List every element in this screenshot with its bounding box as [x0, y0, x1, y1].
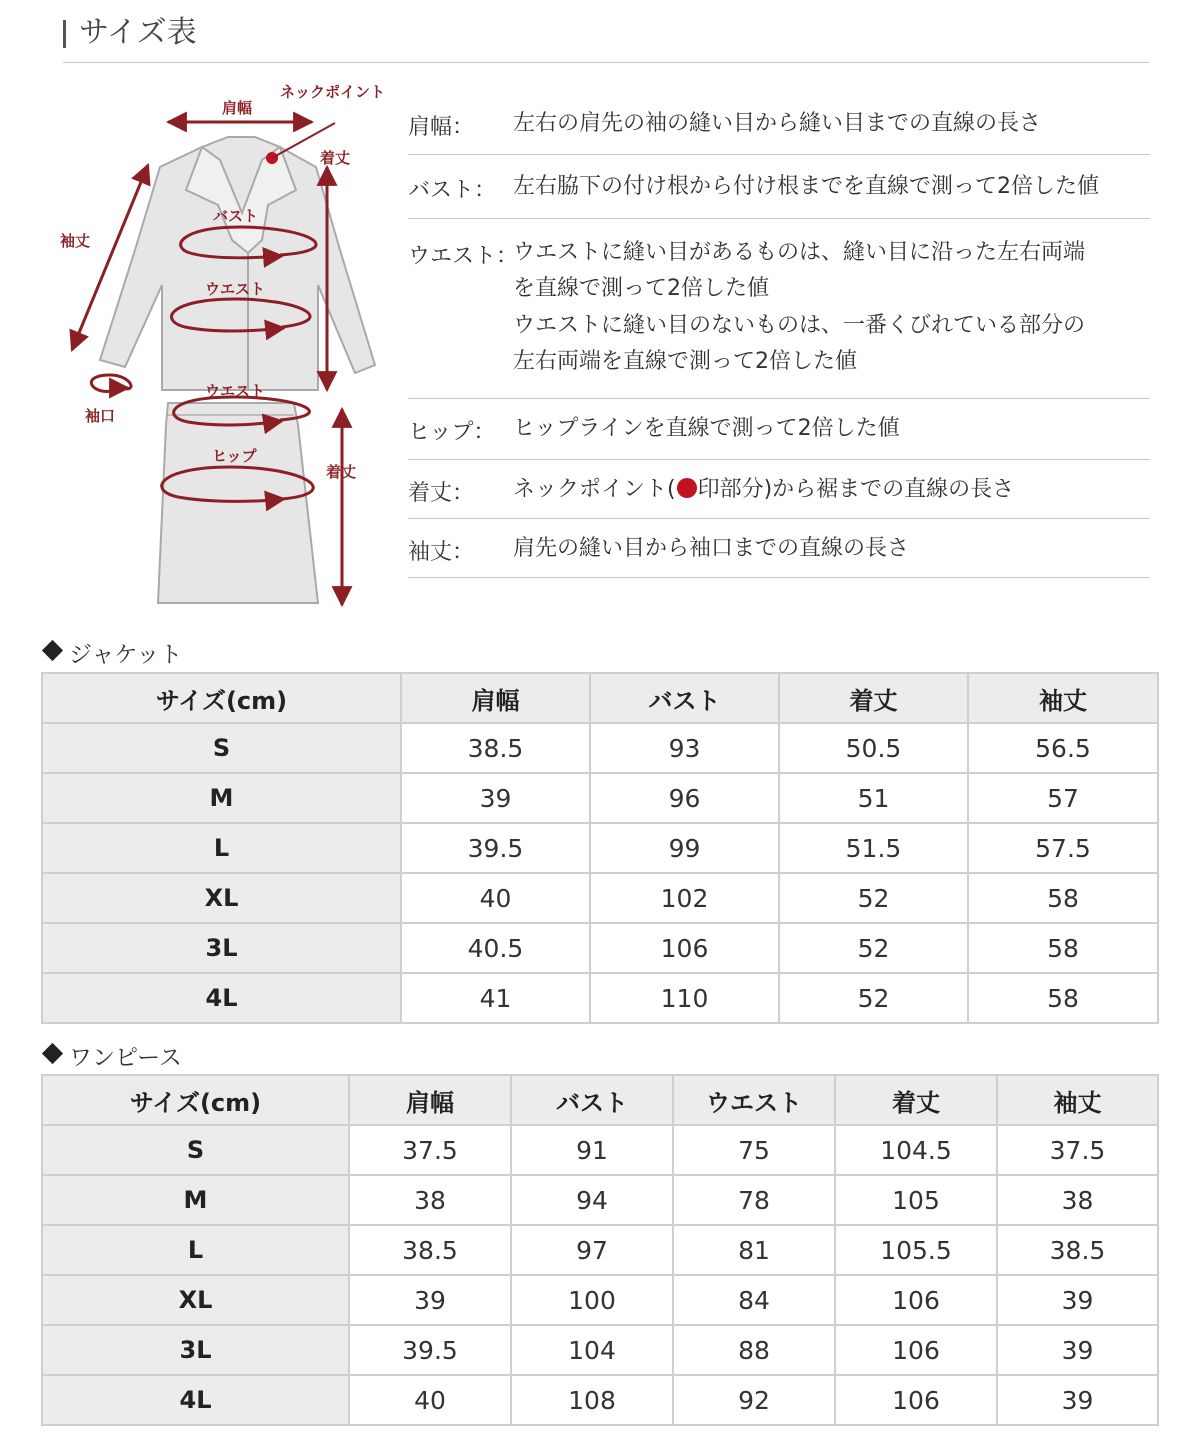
measurement-definitions: [408, 96, 1150, 578]
table-row: [42, 773, 1158, 823]
measurement-cell: 58: [968, 973, 1158, 1023]
measurement-cell: 96: [590, 773, 779, 823]
hip-label: ヒップ: [212, 447, 257, 465]
table-row: [42, 1375, 1158, 1425]
jacket-size-table: [41, 672, 1159, 1024]
column-header: バスト: [590, 673, 779, 723]
measurement-cell: 93: [590, 723, 779, 773]
size-label-cell: 3L: [42, 1325, 349, 1375]
table-header-row: [42, 1075, 1158, 1125]
table-row: [42, 923, 1158, 973]
definition-text: 肩先の縫い目から袖口までの直線の長さ: [513, 536, 910, 561]
size-label-cell: M: [42, 1175, 349, 1225]
measurement-cell: 97: [511, 1225, 673, 1275]
measurement-cell: 39: [997, 1275, 1158, 1325]
shoulder-label: 肩幅: [222, 99, 253, 117]
measurement-cell: 106: [835, 1275, 997, 1325]
measurement-cell: 52: [779, 873, 968, 923]
definition-text: ウエストに縫い目があるものは、縫い目に沿った左右両端: [513, 240, 1086, 265]
definition-text-post: 印部分)から裾までの直線の長さ: [697, 477, 1015, 502]
measurement-cell: 91: [511, 1125, 673, 1175]
measurement-cell: 39.5: [401, 823, 590, 873]
measurement-cell: 81: [673, 1225, 835, 1275]
jacket-title-text: ジャケット: [69, 642, 183, 668]
size-label-cell: L: [42, 823, 401, 873]
definition-sleeve: [408, 519, 1150, 578]
definition-waist: [408, 219, 1150, 399]
measurement-cell: 105.5: [835, 1225, 997, 1275]
measurement-cell: 57: [968, 773, 1158, 823]
jacket-section-title: [40, 636, 182, 669]
measurement-cell: 39: [997, 1325, 1158, 1375]
measurement-cell: 106: [835, 1325, 997, 1375]
definition-hip: [408, 399, 1150, 460]
size-label-cell: L: [42, 1225, 349, 1275]
title-bar-marker: [63, 20, 66, 48]
table-row: [42, 823, 1158, 873]
neck-point-dot: [677, 478, 697, 498]
neck-point-label: ネックポイント: [280, 83, 386, 101]
table-row: [42, 1275, 1158, 1325]
column-header: 肩幅: [401, 673, 590, 723]
size-label-cell: S: [42, 1125, 349, 1175]
measurement-cell: 92: [673, 1375, 835, 1425]
column-header: 着丈: [835, 1075, 997, 1125]
column-header: ウエスト: [673, 1075, 835, 1125]
measurement-cell: 37.5: [997, 1125, 1158, 1175]
size-label-cell: S: [42, 723, 401, 773]
measurement-cell: 75: [673, 1125, 835, 1175]
measurement-cell: 52: [779, 973, 968, 1023]
measurement-cell: 99: [590, 823, 779, 873]
measurement-diagram: [50, 75, 400, 615]
definition-term: 着丈：: [408, 481, 475, 506]
measurement-cell: 40: [349, 1375, 511, 1425]
measurement-cell: 110: [590, 973, 779, 1023]
measurement-cell: 50.5: [779, 723, 968, 773]
measurement-cell: 84: [673, 1275, 835, 1325]
measurement-cell: 104: [511, 1325, 673, 1375]
skirt-length-label: 着丈: [326, 463, 357, 481]
definition-text: 左右両端を直線で測って2倍した値: [513, 349, 857, 374]
definition-text: ウエストに縫い目のないものは、一番くびれている部分の: [513, 313, 1086, 338]
definition-text: 左右の肩先の袖の縫い目から縫い目までの直線の長さ: [513, 111, 1042, 136]
measurement-cell: 56.5: [968, 723, 1158, 773]
measurement-cell: 38: [349, 1175, 511, 1225]
measurement-cell: 39.5: [349, 1325, 511, 1375]
skirt-shape: [158, 403, 318, 603]
measurement-cell: 51: [779, 773, 968, 823]
definition-text: [513, 472, 1014, 508]
diamond-bullet-icon: [42, 640, 63, 661]
definition-term: ウエスト：: [408, 244, 519, 269]
onepiece-section-title: [40, 1039, 182, 1072]
definition-shoulder: [408, 96, 1150, 155]
definition-text: ヒップラインを直線で測って2倍した値: [513, 416, 900, 441]
table-row: [42, 1325, 1158, 1375]
column-header: バスト: [511, 1075, 673, 1125]
measurement-cell: 40: [401, 873, 590, 923]
waist-label-jacket: ウエスト: [205, 280, 266, 298]
measurement-cell: 40.5: [401, 923, 590, 973]
table-row: [42, 973, 1158, 1023]
definition-term: 袖丈：: [408, 540, 475, 565]
size-label-cell: 4L: [42, 973, 401, 1023]
measurement-cell: 106: [835, 1375, 997, 1425]
measurement-cell: 58: [968, 873, 1158, 923]
page-header: [63, 14, 1149, 63]
top-length-label: 着丈: [320, 149, 351, 167]
size-label-cell: XL: [42, 873, 401, 923]
definition-text-pre: ネックポイント(: [513, 477, 676, 502]
onepiece-size-table: [41, 1074, 1159, 1426]
column-header: 着丈: [779, 673, 968, 723]
table-row: [42, 873, 1158, 923]
size-label-cell: 3L: [42, 923, 401, 973]
column-header: サイズ(cm): [42, 1075, 349, 1125]
measurement-cell: 39: [997, 1375, 1158, 1425]
table-row: [42, 1175, 1158, 1225]
waist-label-skirt: ウエスト: [205, 382, 266, 400]
diamond-bullet-icon: [42, 1043, 63, 1064]
jacket-shape: [100, 137, 375, 390]
measurement-cell: 58: [968, 923, 1158, 973]
column-header: 袖丈: [997, 1075, 1158, 1125]
size-label-cell: XL: [42, 1275, 349, 1325]
page-title: サイズ表: [79, 15, 197, 50]
measurement-cell: 57.5: [968, 823, 1158, 873]
size-label-cell: M: [42, 773, 401, 823]
sleeve-label: 袖丈: [60, 232, 91, 250]
table-row: [42, 723, 1158, 773]
measurement-cell: 88: [673, 1325, 835, 1375]
definition-bust: [408, 155, 1150, 219]
measurement-cell: 38.5: [401, 723, 590, 773]
table-row: [42, 1225, 1158, 1275]
definition-term: 肩幅：: [408, 115, 475, 140]
table-row: [42, 1125, 1158, 1175]
column-header: 袖丈: [968, 673, 1158, 723]
cuff-loop: [91, 375, 131, 391]
measurement-cell: 39: [349, 1275, 511, 1325]
measurement-cell: 94: [511, 1175, 673, 1225]
definition-text: 左右脇下の付け根から付け根までを直線で測って2倍した値: [513, 174, 1099, 199]
bust-label: バスト: [213, 207, 259, 225]
measurement-cell: 52: [779, 923, 968, 973]
measurement-cell: 106: [590, 923, 779, 973]
definition-term: バスト：: [408, 178, 497, 203]
measurement-cell: 37.5: [349, 1125, 511, 1175]
measurement-cell: 38.5: [349, 1225, 511, 1275]
measurement-cell: 105: [835, 1175, 997, 1225]
table-header-row: [42, 673, 1158, 723]
column-header: サイズ(cm): [42, 673, 401, 723]
definition-length: [408, 460, 1150, 519]
measurement-cell: 78: [673, 1175, 835, 1225]
measurement-cell: 100: [511, 1275, 673, 1325]
measurement-cell: 104.5: [835, 1125, 997, 1175]
measurement-cell: 39: [401, 773, 590, 823]
measurement-cell: 51.5: [779, 823, 968, 873]
size-label-cell: 4L: [42, 1375, 349, 1425]
definition-text: を直線で測って2倍した値: [513, 276, 769, 301]
measurement-cell: 38: [997, 1175, 1158, 1225]
measurement-cell: 38.5: [997, 1225, 1158, 1275]
onepiece-title-text: ワンピース: [69, 1045, 182, 1071]
definition-term: ヒップ：: [408, 420, 496, 445]
cuff-label: 袖口: [85, 407, 116, 425]
measurement-cell: 41: [401, 973, 590, 1023]
column-header: 肩幅: [349, 1075, 511, 1125]
measurement-cell: 108: [511, 1375, 673, 1425]
measurement-cell: 102: [590, 873, 779, 923]
